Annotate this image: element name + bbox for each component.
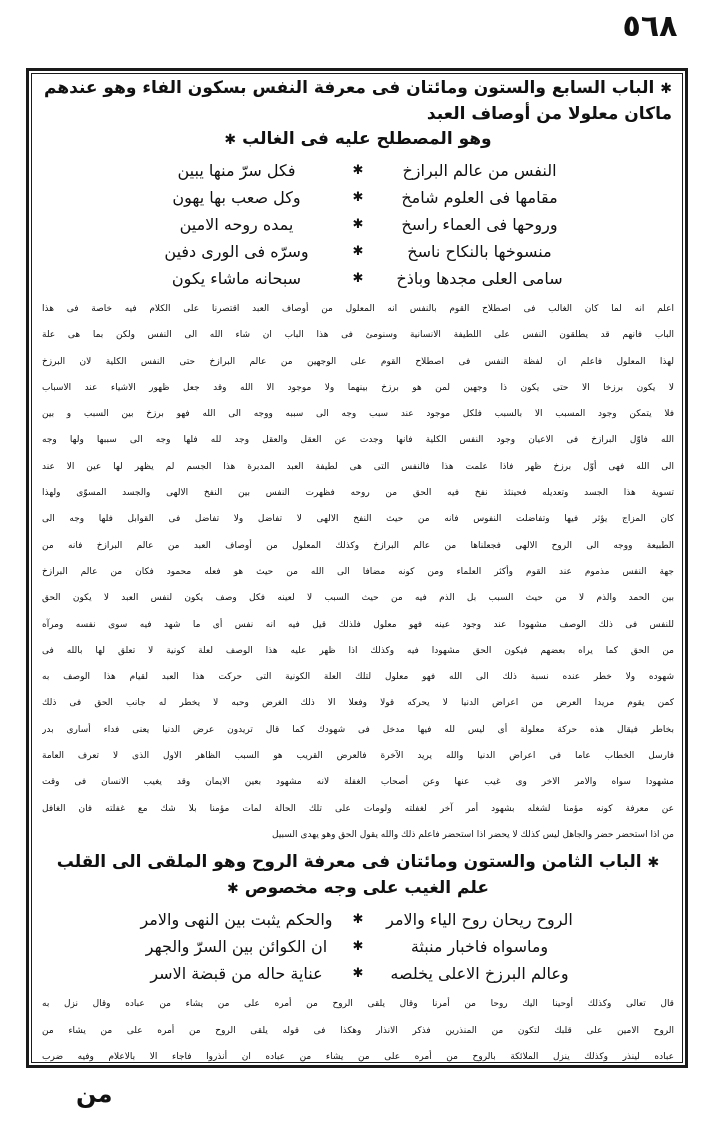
chapter-267-heading-cont: [38, 127, 678, 153]
text-line: كان المزاج يؤثر فيها وتفاضلت النفوس فانه من حيث النفخ الالهى لا تفاضل ولا تفاضل فى القوابل فلها وجه الى: [42, 514, 674, 525]
verse-first-hemistich: منسوخها بالنكاح ناسخ: [407, 242, 552, 261]
verse-second-hemistich: ان الكوائن بين السرّ والجهر: [145, 937, 328, 957]
poem-verse: [38, 238, 678, 265]
verse-separator-icon: ✱: [352, 271, 364, 286]
text-line: من اذا استحضر حضر والجاهل ليس كذلك لا يحضر اذا استحضر فاعلم ذلك والله يقول الحق وهو يهدى السبيل: [272, 829, 674, 840]
page-number: ٥٦٨: [622, 9, 678, 44]
verse-second-hemistich: عناية حاله من قبضة الاسر: [150, 964, 323, 984]
chapter-267-heading-line1: الباب السابع والستون ومائتان فى معرفة النفس بسكون الفاء وهو عندهم ماكان معلولا من أوصاف العبد: [44, 78, 672, 124]
poem-verse: [38, 906, 678, 933]
chapter-268-heading-text: الباب الثامن والستون ومائتان فى معرفة الروح وهو الملقى الى القلب علم الغيب على وجه مخصوص: [56, 852, 642, 899]
text-line: كمن يقوم مريدا العرض من اعراض الدنيا لا يحركه قولا وفعلا الا ذلك الغرض وحبه لا يخطر له جانب الحق فى ذلك: [42, 698, 674, 709]
text-line: عن معرفة كونه مؤمنا لشغله بشهود أمر آخر لغفلته ولومات على تلك الحالة لمات مؤمنا بلا شك مع غفلته فان الغافل: [42, 803, 674, 814]
poem-verse: [38, 933, 678, 960]
verse-separator-icon: ✱: [352, 217, 364, 232]
verse-second-hemistich: والحكم يثبت بين النهى والامر: [140, 910, 333, 930]
text-line: الروح الامين على قلبك لتكون من المنذرين فذكر الانذار وهكذا فى قوله يلقى الروح من أمره على من يشاء من: [42, 1025, 674, 1036]
verse-first-hemistich: وروحها فى العماء راسخ: [401, 215, 558, 234]
text-line: فلا يتمكن وجود المسبب الا بالسبب فلكل موجود عند سبب وجه الى سببه ووجه الى الله فهو برزخ بين السبب و بين: [42, 409, 674, 420]
verse-second-hemistich: فكل سرّ منها يبين: [177, 161, 296, 180]
poem-verse: [38, 960, 678, 987]
verse-separator-icon: ✱: [352, 190, 364, 205]
poem-verse: [38, 265, 678, 292]
text-line: شهوده ولا خطر عنده نسبة ذلك الى الله فهو معلول لتلك العلة الكونية التى حركت هذا العبد لقيام هذا الوصف به: [42, 672, 674, 683]
text-line: لهذا المعلول فاعلم ان لفظة النفس فى اصطلاح القوم على الوجهين من عالم البرازخ حتى النفس الكلية لان البرزخ: [42, 356, 674, 367]
verse-second-hemistich: وسرّه فى الورى دفين: [164, 242, 309, 261]
chapter-267-heading: [38, 76, 678, 127]
verse-first-hemistich: الروح ريحان روح الياء والامر: [386, 910, 573, 930]
text-line: جهة النفس مذموم عند القوم وأكثر العلماء ومن كونه مضافا الى الله من حيث هو فعله محمود فكان من عالم البرازخ: [42, 566, 674, 577]
page-content: [38, 76, 678, 1070]
chapter-267-body: [38, 296, 678, 848]
text-line: فارسل الخطاب عاما فى اعراض الدنيا والله يريد الآخرة فالعرض القريب هو السبب الظاهر الاول الذى لا تعرف العامة: [42, 751, 674, 762]
text-line: بين الحمد والذم لا من حيث السبب بل الذم فيه من حيث السبب لا لعينه فكل وصف يكون لنفس العبد لا يكون الحق: [42, 593, 674, 604]
verse-first-hemistich: النفس من عالم البرازخ: [402, 161, 557, 180]
text-line: عباده لينذر وكذلك ينزل الملائكة بالروح من أمره على من يشاء من عباده ان أنذروا فاجاء الا بالاعلام وفيه ضرب: [42, 1051, 674, 1062]
chapter-267-heading-line2: وهو المصطلح عليه فى الغالب: [242, 129, 492, 149]
text-line: اعلم انه لما كان الغالب فى اصطلاح القوم بالنفس انه المعلول من أوصاف العبد اقتصرنا على الكلام فيه خاصة فى هذا: [42, 304, 674, 314]
verse-separator-icon: ✱: [352, 163, 364, 178]
poem-verse: [38, 211, 678, 238]
text-line: الطبيعة ووجه الى الروح الالهى فجعلناها من عالم البرازخ وكذلك المعلول من أوصاف العبد من عالم البرازخ فانه من: [42, 540, 674, 551]
text-line: من الحق كما يراه بعضهم فيكون الحق مشهودا فيه وكذلك اذا ظهر عليه هذا الوصف لعلة كونية لا تعلق لها بالله فى: [42, 645, 674, 656]
verse-separator-icon: ✱: [352, 966, 364, 982]
heading-star-icon: ✱: [224, 132, 237, 148]
verse-second-hemistich: يمده روحه الامين: [179, 215, 294, 234]
text-line: بخاطر فيقال هذه حركة معلولة أى ليس لله فيها مدخل فى شهودك كما قال تريدون عرض الدنيا يعنى فداء أسارى بدر: [42, 724, 674, 735]
text-line: مشهودا سواه والامر الاخر وى غيب عنها وعن أصحاب الغفلة لانه مشهود بعين الايمان وقد يغيب الانسان فى وقت: [42, 777, 674, 788]
heading-star-icon: ✱: [227, 881, 239, 898]
poem-verse: [38, 157, 678, 184]
verse-first-hemistich: سامى العلى مجدها وباذخ: [396, 269, 563, 288]
verse-first-hemistich: وعالم البرزخ الاعلى يخلصه: [390, 964, 569, 984]
verse-first-hemistich: وماسواه فاخبار منبثة: [410, 937, 549, 957]
verse-separator-icon: ✱: [352, 939, 364, 955]
heading-star-icon: ✱: [647, 855, 660, 872]
verse-first-hemistich: مقامها فى العلوم شامخ: [401, 188, 558, 207]
text-line: للنفس فى ذلك الوصف مشهودا عند وجود عينه فهو معلول فلذلك قيل فيه انه نفس أى ما شهد فيه سوى نفسه ومرآه: [42, 619, 674, 630]
catchword: من: [76, 1080, 113, 1108]
heading-star-icon: ✱: [660, 81, 672, 97]
text-line: الله فاوّل البرازخ فى الاعيان وجود النفس الكلية فانها وجدت عن العقل والعقل وجد لله فلها وجه الى سببها ولها وجه: [42, 435, 674, 446]
text-line: الى الله فهى أوّل برزخ ظهر فاذا علمت هذا فالنفس التى هى لطيفة العبد المدبرة هذا الجسم لم يظهر لها عين الا عند: [42, 461, 674, 472]
verse-separator-icon: ✱: [352, 912, 364, 928]
chapter-268-body: [38, 991, 678, 1070]
text-line: تسوية هذا الجسد وتعديله فحينئذ نفخ فيه الحق من روحه فظهرت النفس بين النفخ الالهى والجسد المسوّى ولهذا: [42, 488, 674, 499]
chapter-268-poem: [38, 906, 678, 987]
text-line: الباب فانهم قد يطلقون النفس على اللطيفة الانسانية وسنومئ فى هذا الباب ان شاء الله الى النفس ولكن بما هى علة: [42, 330, 674, 341]
chapter-267-poem: [38, 157, 678, 292]
text-line: قال تعالى وكذلك أوحينا اليك روحا من أمرنا وقال يلقى الروح من أمره على من يشاء من عباده وقال نزل به: [42, 999, 674, 1010]
verse-separator-icon: ✱: [352, 244, 364, 259]
chapter-268-heading: [38, 850, 678, 902]
text-line: لا يكون برزخا الا حتى يكون ذا وجهين لمن هو برزخ بينهما ولا موجود الا الله وقد جعل ظهور الاشياء عند الاسباب: [42, 382, 674, 393]
poem-verse: [38, 184, 678, 211]
verse-second-hemistich: وكل صعب بها يهون: [172, 188, 301, 207]
verse-second-hemistich: سبحانه ماشاء يكون: [171, 269, 302, 288]
